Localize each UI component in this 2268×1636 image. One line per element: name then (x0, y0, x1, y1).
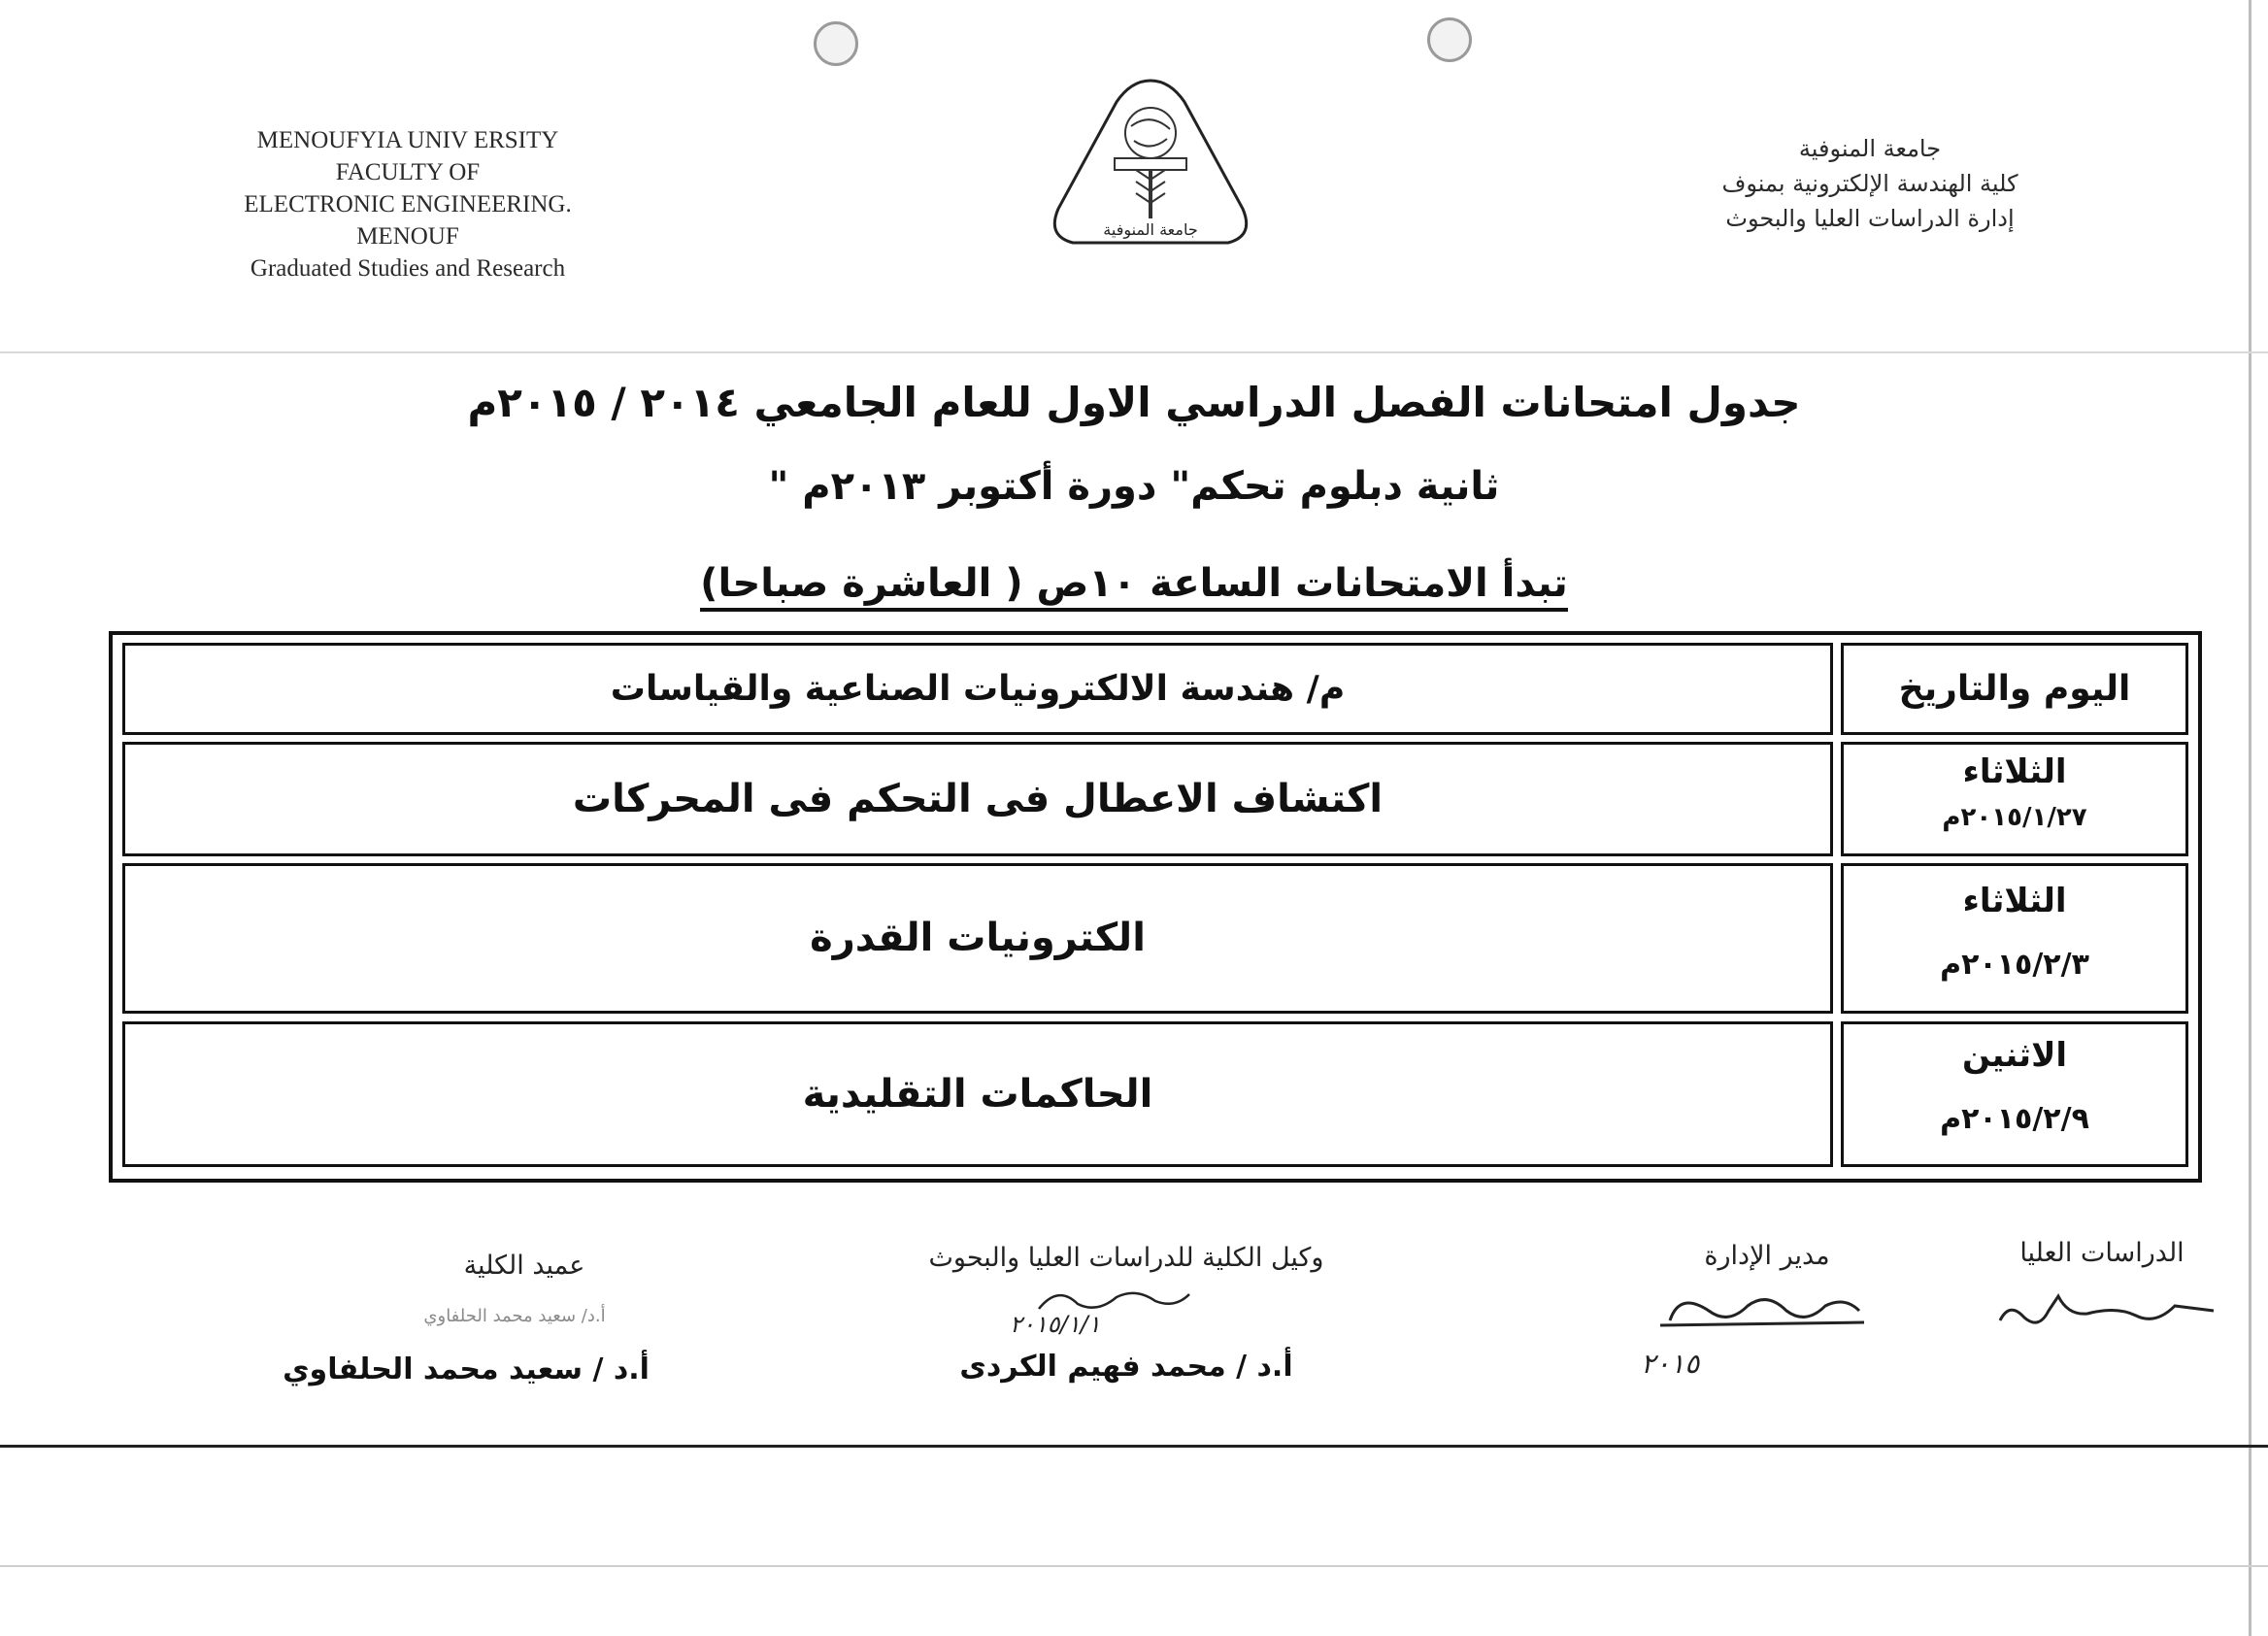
exam-date: ٢٠١٥/٢/٣م (1940, 948, 2089, 982)
punch-hole (814, 21, 858, 66)
date-header-cell (1841, 643, 2188, 735)
logo-caption: جامعة المنوفية (1103, 220, 1198, 239)
english-header-line: Graduated Studies and Research (250, 255, 566, 282)
subject-column-header: م/ هندسة الالكترونيات الصناعية والقياسات (610, 669, 1346, 709)
exam-day: الثلاثاء (1962, 882, 2067, 920)
admin-director-signature (1651, 1282, 1874, 1350)
exam-date: ٢٠١٥/٢/٩م (1940, 1102, 2089, 1136)
english-header-line: ELECTRONIC ENGINEERING. (244, 191, 572, 217)
table-row (122, 742, 2188, 856)
exam-start-time (0, 561, 2268, 606)
english-header-line: FACULTY OF (335, 159, 481, 185)
table-row (122, 863, 2188, 1014)
exam-table (109, 631, 2202, 1183)
subject-name: اكتشاف الاعطال فى التحكم فى المحركات (572, 777, 1384, 821)
date-cell (1841, 742, 2188, 856)
exam-date: ٢٠١٥/١/٢٧م (1942, 803, 2087, 832)
page-divider (0, 1445, 2268, 1448)
table-row (122, 1021, 2188, 1167)
dean-title: عميد الكلية (463, 1251, 585, 1281)
university-logo (1039, 73, 1262, 262)
arabic-header (1627, 131, 2113, 236)
vice-dean-name: أ.د / محمد فهيم الكردى (959, 1350, 1293, 1384)
exam-day: الاثنين (1961, 1036, 2068, 1075)
schedule-subtitle: ثانية دبلوم تحكم" دورة أكتوبر ٢٠١٣م " (768, 464, 1500, 509)
vice-dean-title: وكيل الكلية للدراسات العليا والبحوث (928, 1243, 1324, 1273)
scan-edge (2249, 0, 2251, 1636)
subject-name: الحاكمات التقليدية (802, 1072, 1153, 1117)
exam-day: الثلاثاء (1962, 752, 2067, 791)
subject-cell (122, 1021, 1833, 1167)
subject-name: الكترونيات القدرة (810, 916, 1146, 960)
arabic-header-line: جامعة المنوفية (1798, 135, 1942, 162)
date-cell (1841, 1021, 2188, 1167)
admin-director-title: مدير الإدارة (1704, 1241, 1830, 1271)
subject-cell (122, 742, 1833, 856)
vice-dean-date: ٢٠١٥/١/١ (1010, 1311, 1101, 1338)
english-header (209, 124, 607, 284)
admin-director-year: ٢٠١٥ (1641, 1348, 1700, 1380)
table-header-row (122, 643, 2188, 735)
date-cell (1841, 863, 2188, 1014)
dean-name: أ.د / سعيد محمد الحلفاوي (283, 1352, 650, 1386)
subject-cell (122, 863, 1833, 1014)
english-header-line: MENOUFYIA UNIV ERSITY (256, 127, 559, 153)
subject-header-cell (122, 643, 1833, 735)
english-header-line: MENOUF (356, 223, 459, 250)
scan-line (0, 1565, 2268, 1567)
punch-hole (1427, 17, 1472, 62)
exam-start-time-text: تبدأ الامتحانات الساعة ١٠ص ( العاشرة صباحا) (700, 561, 1568, 612)
grad-studies-signature (1990, 1277, 2223, 1335)
grad-studies-title: الدراسات العليا (2019, 1238, 2185, 1268)
scan-line (0, 351, 2268, 353)
date-column-header: اليوم والتاريخ (1898, 669, 2131, 709)
arabic-header-line: إدارة الدراسات العليا والبحوث (1725, 205, 2015, 232)
arabic-header-line: كلية الهندسة الإلكترونية بمنوف (1721, 170, 2018, 197)
schedule-title: جدول امتحانات الفصل الدراسي الاول للعام الجامعي ٢٠١٤ / ٢٠١٥م (467, 379, 1801, 426)
dean-stamp: أ.د/ سعيد محمد الحلفاوي (423, 1306, 606, 1326)
